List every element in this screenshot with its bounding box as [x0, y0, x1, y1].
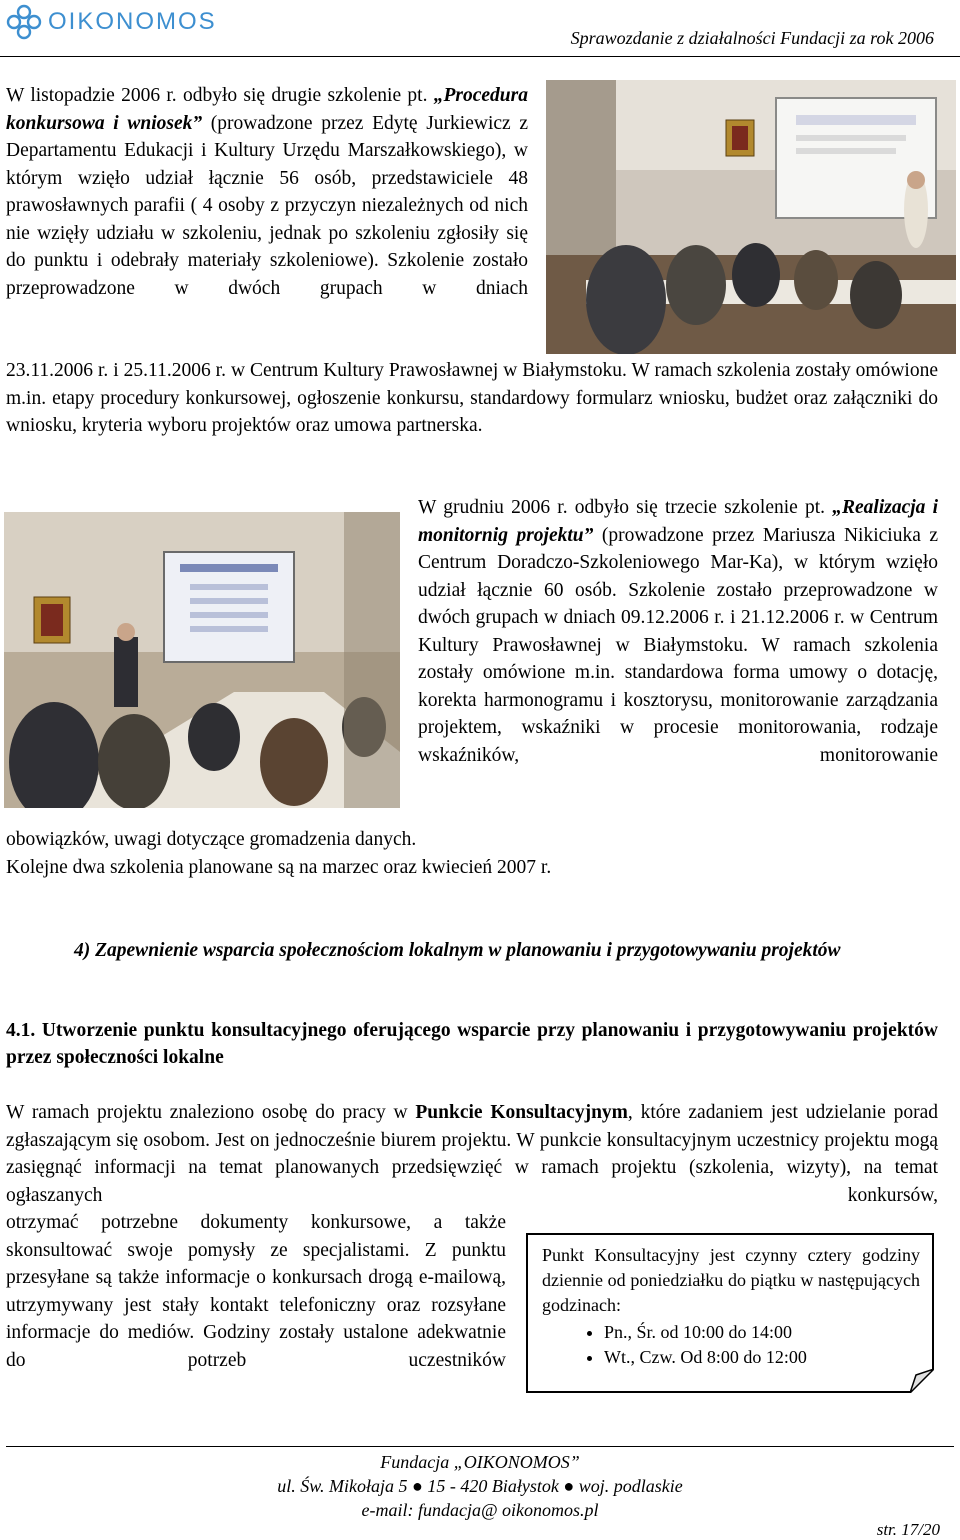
p3-planned-trainings: Kolejne dwa szkolenia planowane są na marzec oraz kwiecień 2007 r. [6, 856, 552, 878]
p4-body: , które zadaniem jest udzielanie porad zgłaszającym się osobom. Jest on jednocześnie biurem projektu. W punkcie konsultacyjnym uczestnicy projektu mogą zasięgnąć informacji na temat planowanych przedsięwzięć w ramach projektu (szkolenia, wizyty), na temat ogłaszanych konkursów, [6, 1102, 938, 1206]
section-4-title: 4) Zapewnienie wsparcia społecznościom lokalnym w planowaniu i przygotowywaniu projektów [74, 940, 841, 961]
p2-body: (prowadzone przez Mariusza Nikiciuka z Centrum Doradczo-Szkoleniowego Mar-Ka), w którym wzięło udział łącznie 60 osób. Szkolenie zostało przeprowadzone w dwóch grupach w dniach 09.12.2006 r. i 21.12.2006 r. w Centrum Kultury Prawosławnej w Białymstoku. W ramach szkolenia zostały omówione m.in. standardowa forma umowy o dotację, korekta harmonogramu i kosztorysu, monitorowanie zarządzania projektem, wskaźniki w procesie monitorowania, rodzaje wskaźników, monitorowanie [418, 524, 939, 766]
paragraph-third-training [418, 494, 938, 769]
logo-text: OIKONOMOS [48, 8, 217, 35]
p2-intro: W grudniu 2006 r. odbyło się trzecie szkolenie pt. [418, 497, 833, 518]
footer-region: woj. podlaskie [578, 1476, 683, 1496]
paragraph-second-training-cont [6, 357, 938, 440]
opening-hours-item: • Wt., Czw. Od 8:00 do 12:00 [604, 1345, 920, 1370]
paragraph-consultation-point-cont [6, 1209, 506, 1374]
p2-training-title: „Realizacja i monitornig projektu” [418, 497, 939, 546]
section-4-1-title: 4.1. Utworzenie punktu konsultacyjnego oferującego wsparcie przy planowaniu i przygotowywaniu projektów przez społeczności lokalne [6, 1020, 938, 1068]
opening-hours-text: Punkt Konsultacyjny jest czynny cztery godziny dziennie od poniedziałku do piątku w następujących godzinach: [542, 1245, 920, 1315]
p2-continuation: obowiązków, uwagi dotyczące gromadzenia danych. [6, 829, 417, 850]
footer-city: 15 - 420 Białystok [427, 1476, 559, 1496]
p4-intro: W ramach projektu znaleziono osobę do pracy w [6, 1102, 416, 1123]
p4-continuation: otrzymać potrzebne dokumenty konkursowe, a także skonsultować swoje pomysły ze specjalistami. Z punktu przesyłane są także informacje o konkursach drogą e-mailową, utrzymywany jest stały kontakt telefoniczny oraz rozsyłane informacje do mediów. Godziny zostały ustalone adekwatnie do potrzeb uczestników [6, 1212, 506, 1371]
oikonomos-logo-icon [6, 4, 42, 40]
opening-hours-box [526, 1233, 934, 1393]
bullet-icon: ● [411, 1476, 423, 1496]
folded-corner-icon [910, 1369, 934, 1393]
footer-street: ul. Św. Mikołaja 5 [277, 1476, 408, 1496]
opening-hours-list [542, 1320, 920, 1370]
opening-hours-item: • Pn., Śr. od 10:00 do 14:00 [604, 1320, 920, 1345]
header-divider [0, 56, 960, 57]
p1-body: (prowadzone przez Edytę Jurkiewicz z Departamentu Edukacji i Kultury Urzędu Marszałkowskiego), w którym wzięło udział łącznie 56 osób, przedstawiciele 48 prawosławnych parafii ( 4 osoby z przyczyn niezależnych od nich nie wzięły udziału w szkoleniu, jednak po szkoleniu zgłosiły się do punktu i odebrały materiały szkoleniowe). Szkolenie zostało przeprowadzone w dwóch grupach w dniach [6, 112, 528, 299]
paragraph-consultation-point [6, 1099, 938, 1209]
paragraph-second-training [6, 82, 528, 302]
page-number: str. 17/20 [876, 1520, 940, 1539]
bullet-icon: ● [563, 1476, 575, 1496]
training-photo-2 [4, 512, 400, 808]
p4-consultation-point: Punkcie Konsultacyjnym [415, 1102, 628, 1123]
header-logo [6, 4, 217, 40]
footer-organization: Fundacja „OIKONOMOS” [380, 1452, 580, 1472]
report-title: Sprawozdanie z działalności Fundacji za rok 2006 [570, 28, 934, 48]
footer-divider [6, 1446, 954, 1447]
paragraph-third-training-cont [6, 826, 938, 881]
p1-intro: W listopadzie 2006 r. odbyło się drugie szkolenie pt. [6, 85, 434, 106]
footer-address [0, 1474, 960, 1498]
p1-continuation: 23.11.2006 r. i 25.11.2006 r. w Centrum Kultury Prawosławnej w Białymstoku. W ramach szkolenia zostały omówione m.in. etapy procedury konkursowej, ogłoszenie konkursu, standardowy formularz wniosku, budżet oraz załączniki do wniosku, kryteria wyboru projektów oraz umowa partnerska. [6, 360, 938, 436]
footer-email[interactable]: e-mail: fundacja@ oikonomos.pl [361, 1500, 599, 1520]
training-photo-1 [546, 80, 956, 354]
p1-training-title: „Procedura konkursowa i wniosek” [6, 85, 528, 134]
